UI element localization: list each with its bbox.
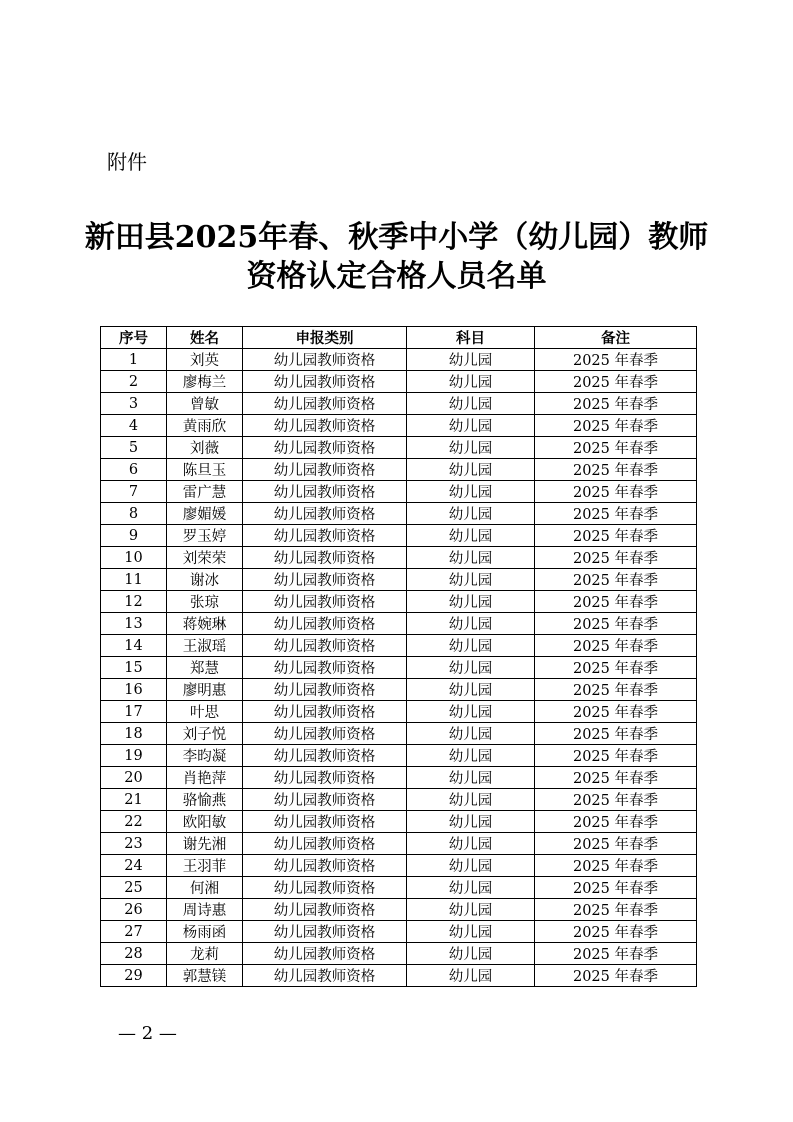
table-row: [101, 877, 697, 899]
table-row: [101, 569, 697, 591]
cell-serial-number: 20: [101, 767, 167, 789]
cell-name: 刘荣荣: [167, 547, 243, 569]
table-row: [101, 481, 697, 503]
cell-remarks: 2025 年春季: [535, 833, 697, 855]
document-title-line2: 资格认定合格人员名单: [246, 259, 547, 294]
cell-name: 叶思: [167, 701, 243, 723]
cell-name: 肖艳萍: [167, 767, 243, 789]
cell-application-category: 幼儿园教师资格: [243, 789, 407, 811]
table-row: [101, 613, 697, 635]
cell-serial-number: 10: [101, 547, 167, 569]
cell-application-category: 幼儿园教师资格: [243, 767, 407, 789]
cell-application-category: 幼儿园教师资格: [243, 921, 407, 943]
cell-remarks: 2025 年春季: [535, 855, 697, 877]
table-row: [101, 723, 697, 745]
table-row: [101, 393, 697, 415]
cell-subject: 幼儿园: [407, 965, 535, 987]
cell-subject: 幼儿园: [407, 635, 535, 657]
cell-application-category: 幼儿园教师资格: [243, 855, 407, 877]
cell-application-category: 幼儿园教师资格: [243, 415, 407, 437]
cell-subject: 幼儿园: [407, 767, 535, 789]
cell-remarks: 2025 年春季: [535, 415, 697, 437]
cell-subject: 幼儿园: [407, 921, 535, 943]
cell-serial-number: 6: [101, 459, 167, 481]
cell-application-category: 幼儿园教师资格: [243, 525, 407, 547]
cell-serial-number: 28: [101, 943, 167, 965]
cell-subject: 幼儿园: [407, 569, 535, 591]
cell-remarks: 2025 年春季: [535, 811, 697, 833]
table-row: [101, 789, 697, 811]
cell-application-category: 幼儿园教师资格: [243, 547, 407, 569]
cell-name: 廖明惠: [167, 679, 243, 701]
cell-serial-number: 4: [101, 415, 167, 437]
cell-name: 郭慧镁: [167, 965, 243, 987]
cell-serial-number: 14: [101, 635, 167, 657]
table-body: [101, 349, 697, 987]
cell-application-category: 幼儿园教师资格: [243, 701, 407, 723]
cell-subject: 幼儿园: [407, 789, 535, 811]
cell-serial-number: 29: [101, 965, 167, 987]
cell-serial-number: 22: [101, 811, 167, 833]
cell-application-category: 幼儿园教师资格: [243, 679, 407, 701]
table-row: [101, 921, 697, 943]
cell-remarks: 2025 年春季: [535, 657, 697, 679]
cell-serial-number: 1: [101, 349, 167, 371]
cell-remarks: 2025 年春季: [535, 701, 697, 723]
cell-name: 黄雨欣: [167, 415, 243, 437]
cell-serial-number: 7: [101, 481, 167, 503]
cell-remarks: 2025 年春季: [535, 723, 697, 745]
cell-subject: 幼儿园: [407, 393, 535, 415]
cell-serial-number: 26: [101, 899, 167, 921]
cell-name: 罗玉婷: [167, 525, 243, 547]
table-row: [101, 525, 697, 547]
cell-subject: 幼儿园: [407, 855, 535, 877]
cell-remarks: 2025 年春季: [535, 437, 697, 459]
cell-application-category: 幼儿园教师资格: [243, 481, 407, 503]
cell-serial-number: 27: [101, 921, 167, 943]
cell-serial-number: 16: [101, 679, 167, 701]
table-row: [101, 459, 697, 481]
table-header-row: [101, 327, 697, 349]
cell-remarks: 2025 年春季: [535, 745, 697, 767]
cell-name: 谢冰: [167, 569, 243, 591]
cell-serial-number: 5: [101, 437, 167, 459]
cell-remarks: 2025 年春季: [535, 591, 697, 613]
cell-serial-number: 25: [101, 877, 167, 899]
cell-subject: 幼儿园: [407, 899, 535, 921]
cell-application-category: 幼儿园教师资格: [243, 591, 407, 613]
cell-application-category: 幼儿园教师资格: [243, 833, 407, 855]
cell-name: 欧阳敏: [167, 811, 243, 833]
cell-application-category: 幼儿园教师资格: [243, 943, 407, 965]
cell-name: 廖媚媛: [167, 503, 243, 525]
cell-application-category: 幼儿园教师资格: [243, 965, 407, 987]
cell-subject: 幼儿园: [407, 459, 535, 481]
cell-remarks: 2025 年春季: [535, 525, 697, 547]
cell-serial-number: 9: [101, 525, 167, 547]
cell-name: 龙莉: [167, 943, 243, 965]
cell-serial-number: 17: [101, 701, 167, 723]
cell-application-category: 幼儿园教师资格: [243, 569, 407, 591]
cell-subject: 幼儿园: [407, 415, 535, 437]
cell-application-category: 幼儿园教师资格: [243, 657, 407, 679]
cell-application-category: 幼儿园教师资格: [243, 437, 407, 459]
cell-remarks: 2025 年春季: [535, 613, 697, 635]
table-row: [101, 811, 697, 833]
cell-serial-number: 13: [101, 613, 167, 635]
table-row: [101, 833, 697, 855]
cell-application-category: 幼儿园教师资格: [243, 371, 407, 393]
cell-application-category: 幼儿园教师资格: [243, 899, 407, 921]
table-row: [101, 547, 697, 569]
table-row: [101, 943, 697, 965]
table-row: [101, 635, 697, 657]
cell-name: 谢先湘: [167, 833, 243, 855]
cell-remarks: 2025 年春季: [535, 547, 697, 569]
cell-subject: 幼儿园: [407, 349, 535, 371]
header-subject: 科目: [407, 327, 535, 349]
cell-application-category: 幼儿园教师资格: [243, 877, 407, 899]
cell-serial-number: 15: [101, 657, 167, 679]
cell-serial-number: 19: [101, 745, 167, 767]
table-row: [101, 899, 697, 921]
cell-remarks: 2025 年春季: [535, 789, 697, 811]
cell-application-category: 幼儿园教师资格: [243, 811, 407, 833]
cell-subject: 幼儿园: [407, 525, 535, 547]
cell-serial-number: 3: [101, 393, 167, 415]
header-remarks: 备注: [535, 327, 697, 349]
cell-remarks: 2025 年春季: [535, 371, 697, 393]
cell-name: 刘子悦: [167, 723, 243, 745]
cell-remarks: 2025 年春季: [535, 943, 697, 965]
cell-remarks: 2025 年春季: [535, 767, 697, 789]
cell-subject: 幼儿园: [407, 877, 535, 899]
cell-subject: 幼儿园: [407, 437, 535, 459]
cell-name: 王羽菲: [167, 855, 243, 877]
cell-subject: 幼儿园: [407, 371, 535, 393]
cell-subject: 幼儿园: [407, 481, 535, 503]
cell-serial-number: 24: [101, 855, 167, 877]
cell-serial-number: 11: [101, 569, 167, 591]
cell-name: 蒋婉琳: [167, 613, 243, 635]
cell-subject: 幼儿园: [407, 745, 535, 767]
cell-serial-number: 8: [101, 503, 167, 525]
header-application-category: 申报类别: [243, 327, 407, 349]
cell-name: 雷广慧: [167, 481, 243, 503]
cell-subject: 幼儿园: [407, 547, 535, 569]
cell-remarks: 2025 年春季: [535, 481, 697, 503]
cell-subject: 幼儿园: [407, 701, 535, 723]
cell-name: 杨雨函: [167, 921, 243, 943]
cell-name: 曾敏: [167, 393, 243, 415]
cell-subject: 幼儿园: [407, 591, 535, 613]
qualified-teachers-table: [100, 326, 697, 987]
page-number-footer: — 2 —: [118, 1023, 177, 1044]
table-row: [101, 415, 697, 437]
cell-remarks: 2025 年春季: [535, 503, 697, 525]
table-row: [101, 767, 697, 789]
cell-remarks: 2025 年春季: [535, 635, 697, 657]
cell-name: 骆愉燕: [167, 789, 243, 811]
cell-serial-number: 23: [101, 833, 167, 855]
cell-serial-number: 2: [101, 371, 167, 393]
table-row: [101, 349, 697, 371]
cell-subject: 幼儿园: [407, 613, 535, 635]
cell-subject: 幼儿园: [407, 679, 535, 701]
cell-name: 刘英: [167, 349, 243, 371]
cell-name: 刘薇: [167, 437, 243, 459]
table-row: [101, 679, 697, 701]
cell-name: 李昀凝: [167, 745, 243, 767]
cell-application-category: 幼儿园教师资格: [243, 503, 407, 525]
table-row: [101, 745, 697, 767]
cell-subject: 幼儿园: [407, 503, 535, 525]
cell-remarks: 2025 年春季: [535, 569, 697, 591]
cell-application-category: 幼儿园教师资格: [243, 393, 407, 415]
cell-remarks: 2025 年春季: [535, 459, 697, 481]
cell-subject: 幼儿园: [407, 943, 535, 965]
cell-subject: 幼儿园: [407, 723, 535, 745]
table-row: [101, 855, 697, 877]
document-title-line1: 新田县2025年春、秋季中小学（幼儿园）教师: [84, 220, 709, 255]
table-row: [101, 965, 697, 987]
cell-name: 何湘: [167, 877, 243, 899]
cell-application-category: 幼儿园教师资格: [243, 723, 407, 745]
header-name: 姓名: [167, 327, 243, 349]
cell-application-category: 幼儿园教师资格: [243, 459, 407, 481]
cell-application-category: 幼儿园教师资格: [243, 349, 407, 371]
cell-remarks: 2025 年春季: [535, 679, 697, 701]
table-row: [101, 371, 697, 393]
cell-name: 周诗惠: [167, 899, 243, 921]
cell-serial-number: 12: [101, 591, 167, 613]
cell-remarks: 2025 年春季: [535, 877, 697, 899]
cell-remarks: 2025 年春季: [535, 921, 697, 943]
header-serial-number: 序号: [101, 327, 167, 349]
table-row: [101, 701, 697, 723]
cell-name: 廖梅兰: [167, 371, 243, 393]
cell-application-category: 幼儿园教师资格: [243, 745, 407, 767]
table-row: [101, 503, 697, 525]
cell-name: 郑慧: [167, 657, 243, 679]
cell-name: 张琼: [167, 591, 243, 613]
table-row: [101, 437, 697, 459]
cell-remarks: 2025 年春季: [535, 393, 697, 415]
cell-application-category: 幼儿园教师资格: [243, 613, 407, 635]
cell-serial-number: 18: [101, 723, 167, 745]
cell-subject: 幼儿园: [407, 833, 535, 855]
cell-subject: 幼儿园: [407, 657, 535, 679]
cell-remarks: 2025 年春季: [535, 899, 697, 921]
cell-name: 陈旦玉: [167, 459, 243, 481]
cell-remarks: 2025 年春季: [535, 349, 697, 371]
table-row: [101, 591, 697, 613]
cell-remarks: 2025 年春季: [535, 965, 697, 987]
cell-application-category: 幼儿园教师资格: [243, 635, 407, 657]
attachment-label: 附件: [107, 150, 147, 174]
table-row: [101, 657, 697, 679]
cell-subject: 幼儿园: [407, 811, 535, 833]
cell-name: 王淑瑶: [167, 635, 243, 657]
cell-serial-number: 21: [101, 789, 167, 811]
